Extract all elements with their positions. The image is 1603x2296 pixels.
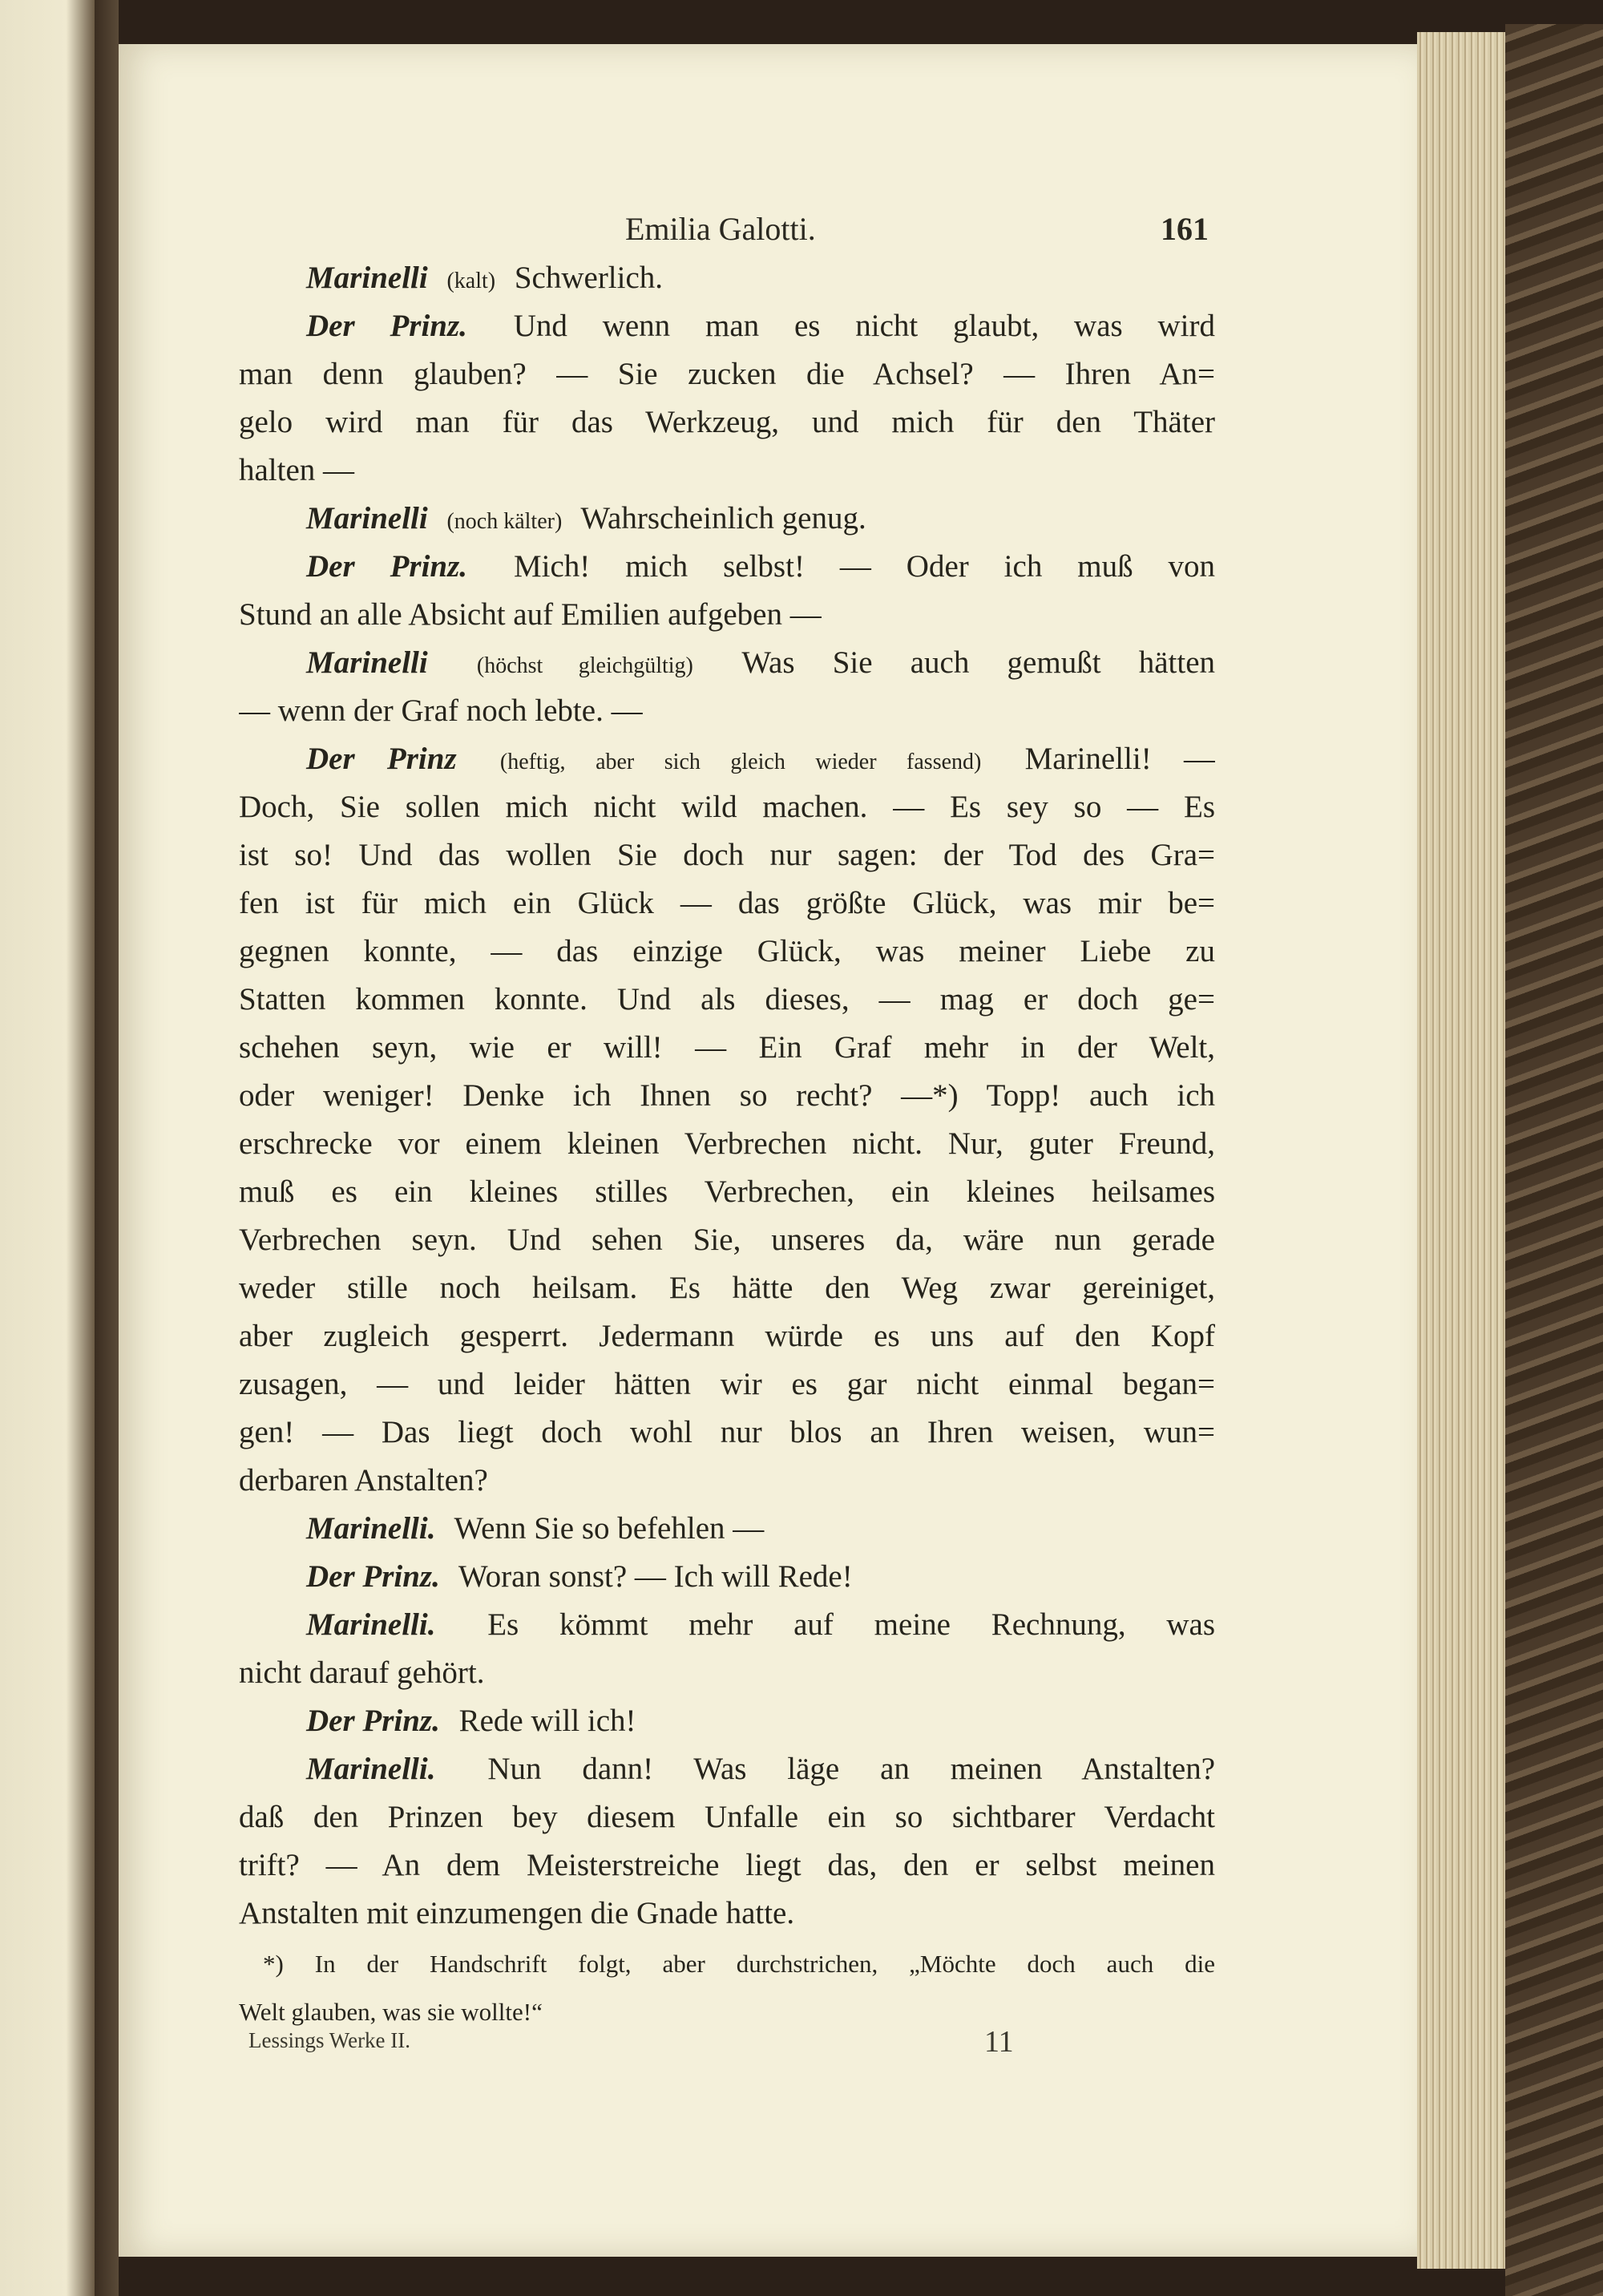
text-line [239,1649,1215,1697]
line-text: erschrecke vor einem kleinen Verbrechen nicht. Nur, guter Freund, [239,1126,1215,1161]
text-line [239,1841,1215,1890]
speaker-name: Marinelli. [306,1511,436,1546]
text-line [239,1409,1215,1457]
text-line [239,1457,1215,1505]
text-line [239,447,1215,495]
line-text: gen! — Das liegt doch wohl nur blos an Ihren weisen, wun= [239,1415,1215,1449]
line-text: schehen seyn, wie er will! — Ein Graf mehr in der Welt, [239,1030,1215,1065]
line-text: Nun dann! Was läge an meinen Anstalten? [487,1752,1215,1786]
text-line [239,1216,1215,1264]
text-line [239,1120,1215,1168]
footnote-line: Welt glauben, was sie wollte!“ [239,1998,543,2026]
line-text: man denn glauben? — Sie zucken die Achsel? — Ihren An= [239,357,1215,391]
text-line [239,928,1215,976]
line-text: Was Sie auch gemußt hätten [741,645,1215,680]
page-body [239,254,1215,1938]
text-line [239,591,1215,639]
line-text: oder weniger! Denke ich Ihnen so recht? —*) Topp! auch ich [239,1078,1215,1113]
speaker-name: Marinelli. [306,1607,436,1642]
line-text: derbaren Anstalten? [239,1463,488,1498]
line-text: Schwerlich. [514,261,664,295]
line-text: Und wenn man es nicht glaubt, was wird [513,309,1215,343]
signature-number: 11 [984,2025,1014,2059]
text-line [239,1312,1215,1360]
speech-line [239,1745,1215,1793]
text-line [239,1072,1215,1120]
facing-page-edge [0,0,95,2296]
line-text: gegnen konnte, — das einzige Glück, was meiner Liebe zu [239,934,1215,968]
speech-line [239,543,1215,591]
stage-direction: (noch kälter) [446,509,563,534]
footnote [239,1940,1215,2036]
text-line [239,976,1215,1024]
speaker-name: Marinelli [306,501,428,536]
speaker-name: Der Prinz. [306,309,467,343]
text-line [239,831,1215,879]
line-text: zusagen, — und leider hätten wir es gar nicht einmal began= [239,1367,1215,1401]
line-text: Stund an alle Absicht auf Emilien aufgeben — [239,597,822,632]
speaker-name: Der Prinz [306,742,457,776]
speaker-name: Marinelli. [306,1752,436,1786]
speaker-name: Der Prinz. [306,549,468,584]
speech-line [239,1697,1215,1745]
speech-line [239,1601,1215,1649]
text-line [239,879,1215,928]
speech-line [239,254,1215,302]
stage-direction: (höchst gleichgültig) [476,653,693,678]
speaker-name: Marinelli [306,645,428,680]
stage-direction: (heftig, aber sich gleich wieder fassend) [499,750,982,774]
speech-line [239,495,1215,543]
line-text: Statten kommen konnte. Und als dieses, — mag er doch ge= [239,982,1215,1017]
line-text: muß es ein kleines stilles Verbrechen, ein kleines heilsames [239,1174,1215,1209]
text-line [239,1890,1215,1938]
speaker-name: Der Prinz. [306,1559,440,1594]
line-text: aber zugleich gesperrt. Jedermann würde es uns auf den Kopf [239,1319,1215,1353]
line-text: — wenn der Graf noch lebte. — [239,693,643,728]
line-text: Anstalten mit einzumengen die Gnade hatte. [239,1896,795,1930]
speech-line [239,735,1215,783]
speech-line [239,302,1215,350]
line-text: Rede will ich! [458,1704,636,1738]
line-text: Wahrscheinlich genug. [580,501,866,536]
text-line [239,1793,1215,1841]
speaker-name: Marinelli [306,261,428,295]
line-text: Es kömmt mehr auf meine Rechnung, was [487,1607,1215,1642]
text-line [239,687,1215,735]
line-text: weder stille noch heilsam. Es hätte den Weg zwar gereiniget, [239,1271,1215,1305]
stage-direction: (kalt) [446,269,496,293]
line-text: Doch, Sie sollen mich nicht wild machen. — Es sey so — Es [239,790,1215,824]
printer-signature: Lessings Werke II. [248,2028,411,2052]
line-text: fen ist für mich ein Glück — das größte Glück, was mir be= [239,886,1215,920]
speech-line [239,1505,1215,1553]
line-text: daß den Prinzen bey diesem Unfalle ein so sichtbarer Verdacht [239,1800,1215,1834]
speech-line [239,639,1215,687]
page-number: 161 [1161,211,1209,247]
line-text: Marinelli! — [1024,742,1215,776]
speaker-name: Der Prinz. [306,1704,440,1738]
line-text: Verbrechen seyn. Und sehen Sie, unseres da, wäre nun gerade [239,1223,1215,1257]
line-text: trift? — An dem Meisterstreiche liegt das, den er selbst meinen [239,1848,1215,1882]
line-text: halten — [239,453,355,487]
line-text: gelo wird man für das Werkzeug, und mich für den Thäter [239,405,1215,439]
line-text: Wenn Sie so befehlen — [454,1511,765,1546]
book-cover-edge [1505,24,1603,2296]
text-line [239,1024,1215,1072]
running-title: Emilia Galotti. [625,211,816,247]
page-edges [1417,32,1505,2269]
footnote-line: *) In der Handschrift folgt, aber durchstrichen, „Möchte doch auch die [263,1950,1215,1978]
text-line [239,1360,1215,1409]
text-line [239,783,1215,831]
line-text: Woran sonst? — Ich will Rede! [458,1559,853,1594]
text-line [239,350,1215,398]
text-line [239,1264,1215,1312]
text-line [239,1168,1215,1216]
line-text: Mich! mich selbst! — Oder ich muß von [513,549,1215,584]
speech-line [239,1553,1215,1601]
line-text: ist so! Und das wollen Sie doch nur sagen: der Tod des Gra= [239,838,1215,872]
book-gutter [95,0,119,2296]
text-line [239,398,1215,447]
line-text: nicht darauf gehört. [239,1655,485,1690]
